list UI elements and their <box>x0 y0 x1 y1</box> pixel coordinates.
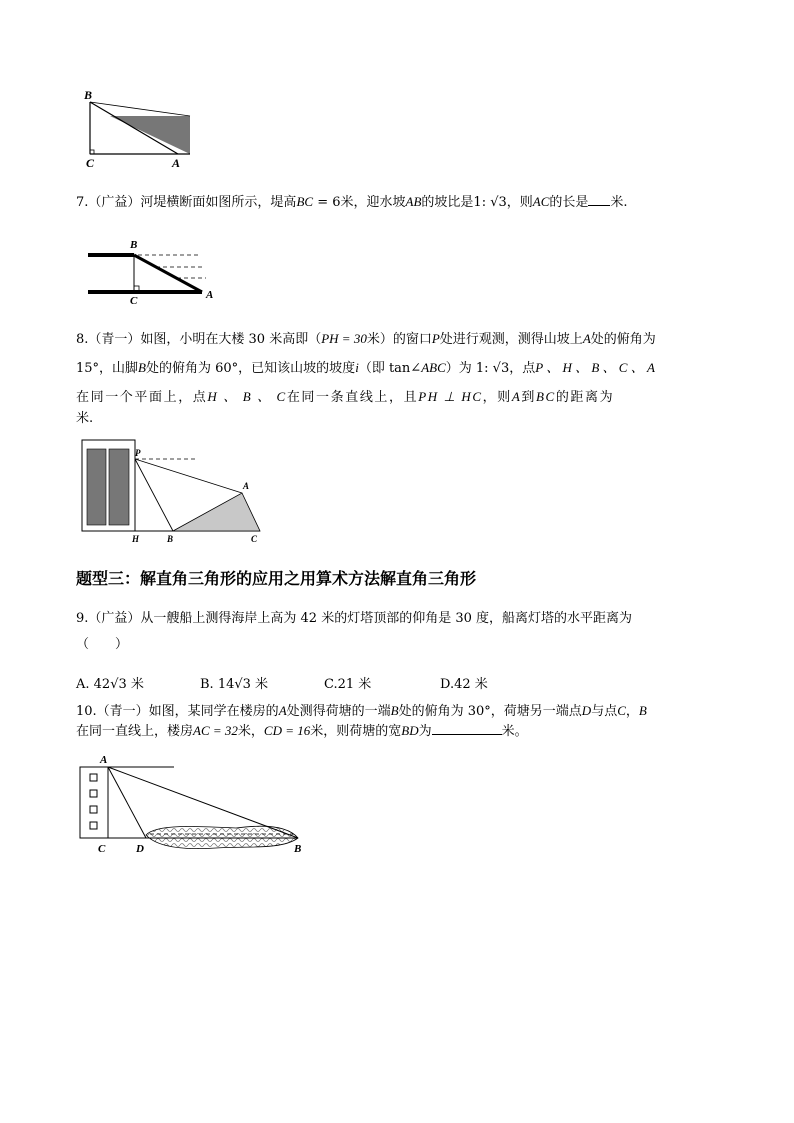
question-8-line-3: 在同一个平面上，点H 、 B 、 C在同一条直线上，且PH ⊥ HC，则A到BC的距离为 <box>76 389 615 405</box>
label-C: C <box>86 156 95 170</box>
figure-q7-embankment <box>82 236 222 306</box>
question-8-line-4: 米. <box>76 411 94 426</box>
question-9-line-2: （ ） <box>76 637 129 652</box>
label-B: B <box>130 239 138 251</box>
label-H: H <box>132 534 140 544</box>
label-B: B <box>294 843 302 855</box>
label-A: A <box>206 289 214 301</box>
option-b[interactable]: B. 14√3 米 <box>200 677 269 692</box>
answer-blank <box>588 205 610 206</box>
label-C: C <box>130 295 138 306</box>
label-B: B <box>167 534 174 544</box>
question-8-line-1: 8.（青一）如图，小明在大楼 30 米高即（PH = 30米）的窗口P处进行观测，测得山坡上A处的俯角为 <box>76 331 656 347</box>
answer-blank <box>432 734 502 735</box>
option-a[interactable]: A. 42√3 米 <box>76 677 144 692</box>
label-A: A <box>243 481 250 491</box>
shaded-region <box>110 116 190 154</box>
label-B: B <box>84 88 93 102</box>
figure-q8-building-slope <box>78 434 268 546</box>
section-heading: 题型三：解直角三角形的应用之用算术方法解直角三角形 <box>76 569 477 588</box>
option-d[interactable]: D.42 米 <box>440 677 488 692</box>
label-P: P <box>135 448 141 458</box>
figure-q10-building-pond <box>76 752 316 858</box>
label-C: C <box>98 843 106 855</box>
question-10-line-2: 在同一直线上，楼房AC = 32米，CD = 16米，则荷塘的宽BD为 米。 <box>76 723 528 739</box>
question-10-line-1: 10.（青一）如图，某同学在楼房的A处测得荷塘的一端B处的俯角为 30°，荷塘另一端点D与点C，B <box>76 703 647 719</box>
label-A: A <box>172 156 181 170</box>
question-9-line-1: 9.（广益）从一艘船上测得海岸上高为 42 米的灯塔顶部的仰角是 30 度，船离灯塔的水平距离为 <box>76 611 633 626</box>
figure-top-triangle <box>74 86 204 172</box>
label-A: A <box>100 754 108 766</box>
label-C: C <box>251 534 258 544</box>
question-8-line-2: 15°，山脚B处的俯角为 60°，已知该山坡的坡度i（即 tan∠ABC）为 1: √3，点P 、 H 、 B 、 C 、 A <box>76 360 655 376</box>
option-c[interactable]: C.21 米 <box>324 677 372 692</box>
label-D: D <box>136 843 144 855</box>
question-7-text: 7.（广益）河堤横断面如图所示，堤高BC = 6米，迎水坡AB的坡比是1: √3，则AC的长是 米. <box>76 194 628 210</box>
